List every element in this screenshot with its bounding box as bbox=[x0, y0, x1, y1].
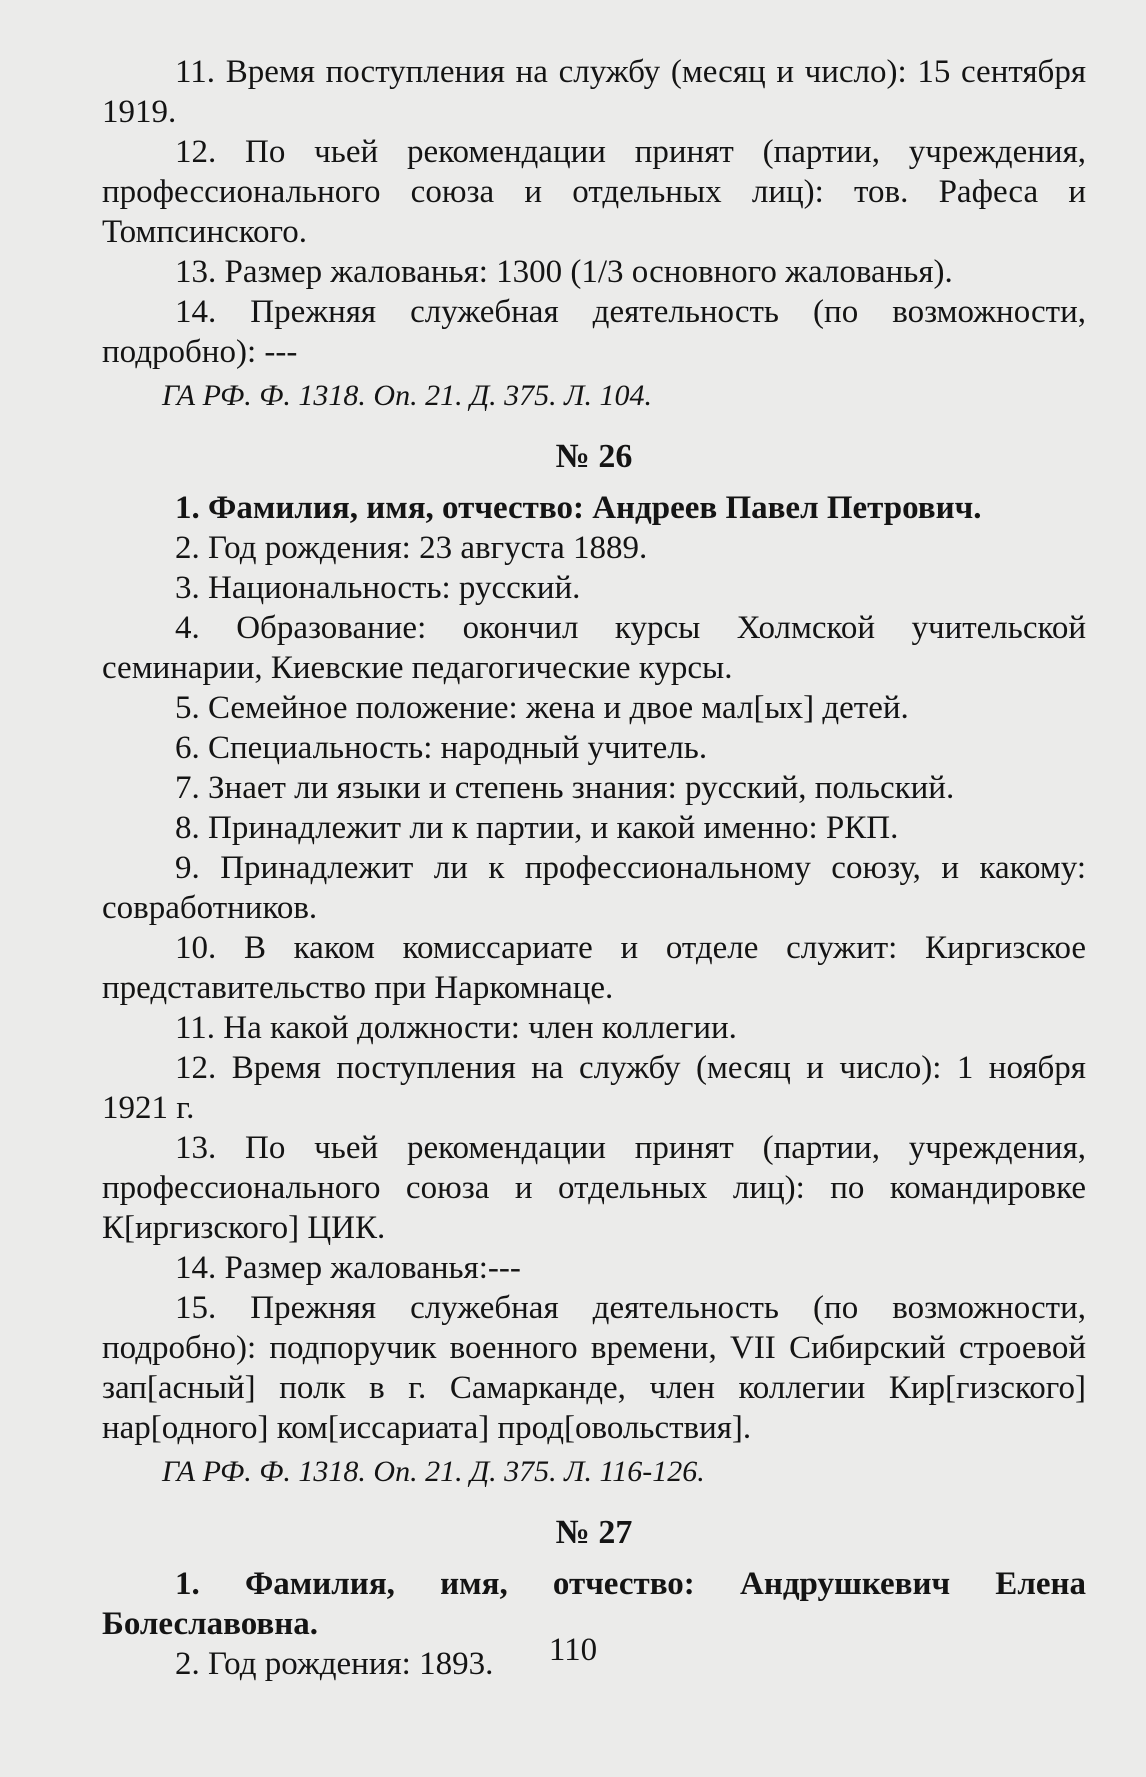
archive-reference: ГА РФ. Ф. 1318. Оп. 21. Д. 375. Л. 104. bbox=[162, 379, 652, 412]
record-line: 4. Образование: окончил курсы Холмской учительской семинарии, Киевские педагогические курсы. bbox=[102, 610, 1086, 686]
record-line: 10. В каком комиссариате и отделе служит: Киргизское представительство при Наркомнаце. bbox=[102, 930, 1086, 1006]
document-number-heading: № 27 bbox=[555, 1514, 633, 1551]
record-line: 15. Прежняя служебная деятельность (по возможности, подробно): подпоручик военного времени, VII Сибирский строевой зап[асный] полк в г. Самарканде, член коллегии Кир[гизского] нар[одного] ком[иссариата] прод[овольствия]. bbox=[102, 1290, 1086, 1446]
record-line: 13. По чьей рекомендации принят (партии, учреждения, профессионального союза и отдельных лиц): по командировке К[иргизского] ЦИК. bbox=[102, 1130, 1086, 1246]
record-line: 13. Размер жалованья: 1300 (1/3 основного жалованья). bbox=[175, 254, 953, 290]
record-line: 6. Специальность: народный учитель. bbox=[175, 730, 708, 766]
previous-record-section bbox=[102, 52, 1086, 416]
page-number: 110 bbox=[548, 1632, 598, 1668]
record-name-line: 1. Фамилия, имя, отчество: Андреев Павел Петрович. bbox=[175, 490, 982, 526]
record-line: 2. Год рождения: 1893. bbox=[175, 1646, 494, 1682]
record-line: 14. Прежняя служебная деятельность (по возможности, подробно): --- bbox=[102, 294, 1086, 370]
record-line: 9. Принадлежит ли к профессиональному союзу, и какому: совработников. bbox=[102, 850, 1086, 926]
record-line: 5. Семейное положение: жена и двое мал[ых] детей. bbox=[175, 690, 909, 726]
record-name-line: 1. Фамилия, имя, отчество: Андрушкевич Елена Болеславовна. bbox=[102, 1566, 1086, 1642]
record-line: 14. Размер жалованья:--- bbox=[175, 1250, 521, 1286]
record-line: 11. Время поступления на службу (месяц и число): 15 сентября 1919. bbox=[102, 54, 1086, 130]
document-26 bbox=[102, 436, 1086, 1492]
record-line: 12. По чьей рекомендации принят (партии, учреждения, профессионального союза и отдельных лиц): тов. Рафеса и Томпсинского. bbox=[102, 134, 1086, 250]
record-line: 2. Год рождения: 23 августа 1889. bbox=[175, 530, 648, 566]
record-line: 8. Принадлежит ли к партии, и какой именно: РКП. bbox=[175, 810, 899, 846]
record-line: 11. На какой должности: член коллегии. bbox=[175, 1010, 737, 1046]
text-column bbox=[102, 52, 1086, 1684]
document-number-heading: № 26 bbox=[555, 438, 633, 475]
record-line: 3. Национальность: русский. bbox=[175, 570, 581, 606]
archive-reference: ГА РФ. Ф. 1318. Оп. 21. Д. 375. Л. 116-126. bbox=[162, 1455, 705, 1488]
record-line: 7. Знает ли языки и степень знания: русский, польский. bbox=[175, 770, 955, 806]
record-line: 12. Время поступления на службу (месяц и число): 1 ноября 1921 г. bbox=[102, 1050, 1086, 1126]
